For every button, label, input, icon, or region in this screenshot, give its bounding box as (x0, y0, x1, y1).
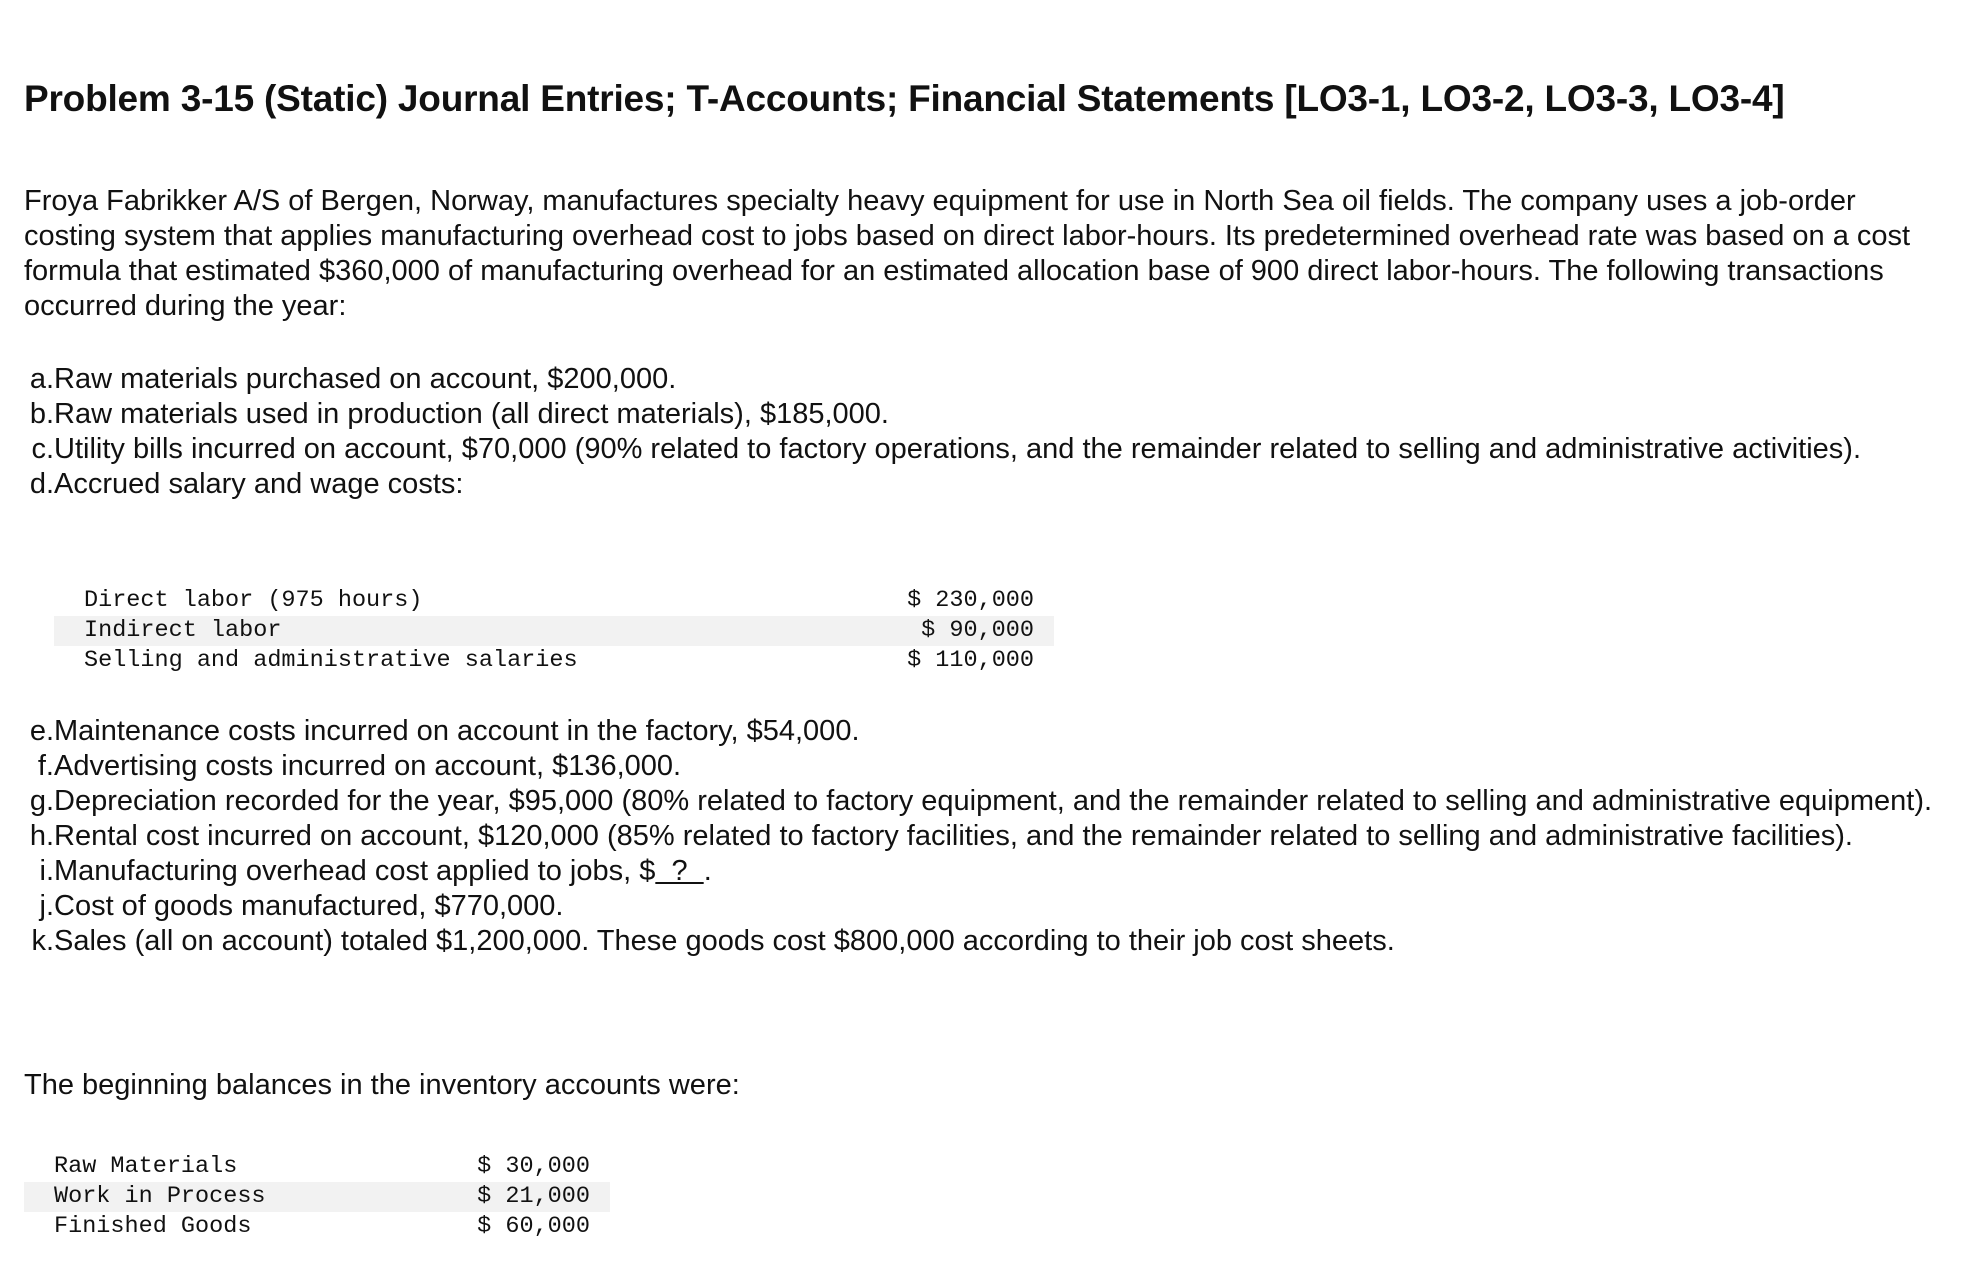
salary-label: Selling and administrative salaries (84, 647, 578, 674)
item-text: Cost of goods manufactured, $770,000. (54, 890, 564, 922)
answer-blank: ? (655, 855, 704, 887)
table-row (54, 646, 1054, 676)
list-item (0, 432, 1962, 467)
list-item (0, 854, 1962, 889)
list-item (0, 784, 1962, 819)
transaction-list-part-2 (0, 714, 1962, 959)
salary-amount: $ 90,000 (835, 616, 1054, 646)
table-row (54, 586, 1054, 616)
item-letter: e. (29, 715, 54, 747)
item-text: Sales (all on account) totaled $1,200,000. These goods cost $800,000 according to their job cost sheets. (54, 925, 1395, 957)
item-text: Utility bills incurred on account, $70,000 (90% related to factory operations, and the remainder related to selling and administrative activities). (54, 433, 1862, 465)
item-letter: b. (29, 398, 54, 430)
item-letter: d. (29, 468, 54, 500)
item-text: Raw materials used in production (all direct materials), $185,000. (54, 398, 889, 430)
list-item (0, 467, 1962, 502)
item-letter: f. (37, 750, 54, 782)
item-letter: a. (29, 363, 54, 395)
item-text: Depreciation recorded for the year, $95,000 (80% related to factory equipment, and the remainder related to selling and administrative equipment). (54, 785, 1933, 817)
item-text: Maintenance costs incurred on account in the factory, $54,000. (54, 715, 860, 747)
item-text-before-blank: Manufacturing overhead cost applied to jobs, $ (54, 855, 656, 887)
salary-amount: $ 230,000 (907, 587, 1034, 614)
list-item (0, 749, 1962, 784)
inventory-intro-text: The beginning balances in the inventory accounts were: (24, 1069, 740, 1101)
problem-title: Problem 3-15 (Static) Journal Entries; T-Accounts; Financial Statements [LO3-1, LO3-2, LO3-3, LO3-4] (24, 78, 1785, 119)
item-text: Accrued salary and wage costs: (54, 468, 464, 500)
inventory-label: Raw Materials (54, 1153, 238, 1180)
intro-paragraph: Froya Fabrikker A/S of Bergen, Norway, manufactures specialty heavy equipment for use in North Sea oil fields. The company uses a job-order costing system that applies manufacturing overhead cost to jobs based on direct labor-hours. Its predetermined overhead rate was based on a cost formula that estimated $360,000 of manufacturing overhead for an estimated allocation base of 900 direct labor-hours. The following transactions occurred during the year: (24, 185, 1911, 322)
list-item (0, 924, 1962, 959)
item-letter: j. (39, 890, 54, 922)
inventory-label: Work in Process (24, 1182, 454, 1212)
item-text: Rental cost incurred on account, $120,000 (85% related to factory facilities, and the remainder related to selling and administrative facilities). (54, 820, 1853, 852)
list-item (0, 362, 1962, 397)
item-letter: g. (29, 785, 54, 817)
salary-amount: $ 110,000 (907, 647, 1034, 674)
table-row (24, 1182, 610, 1212)
salary-label: Indirect labor (54, 616, 835, 646)
list-item (0, 397, 1962, 432)
item-letter: i. (39, 855, 54, 887)
list-item (0, 714, 1962, 749)
inventory-label: Finished Goods (54, 1213, 252, 1240)
inventory-amount: $ 30,000 (477, 1153, 590, 1180)
item-text: Raw materials purchased on account, $200,000. (54, 363, 677, 395)
list-item (0, 889, 1962, 924)
table-row (24, 1152, 610, 1182)
table-row (54, 616, 1054, 646)
list-item (0, 819, 1962, 854)
salary-wage-table (54, 586, 1054, 676)
item-letter: k. (31, 925, 54, 957)
item-text: Advertising costs incurred on account, $136,000. (54, 750, 682, 782)
item-letter: h. (29, 820, 54, 852)
salary-label: Direct labor (975 hours) (84, 587, 423, 614)
beginning-inventory-table (24, 1152, 610, 1242)
item-letter: c. (31, 433, 54, 465)
table-row (24, 1212, 610, 1242)
inventory-amount: $ 21,000 (454, 1182, 610, 1212)
inventory-amount: $ 60,000 (477, 1213, 590, 1240)
transaction-list-part-1 (0, 362, 1962, 502)
item-text-after-blank: . (703, 855, 712, 887)
